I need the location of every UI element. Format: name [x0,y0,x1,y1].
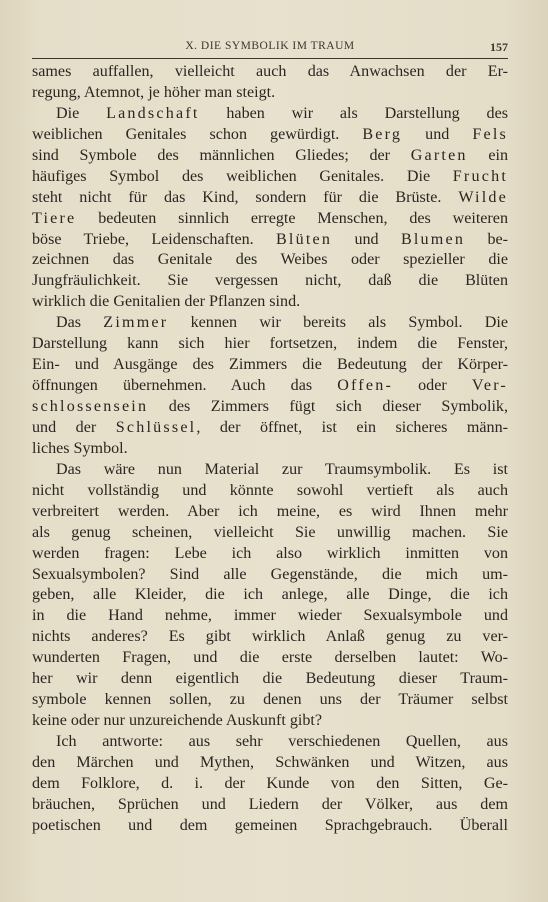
text-run: Ein- und Ausgänge des Zimmers die Bedeutung der Körper- [32,356,508,374]
text-run: haben wir als Darstellung des [199,104,508,122]
text-line [32,376,508,397]
text-run: Sexualsymbolen? Sind alle Gegenstände, die mich um- [32,565,508,583]
text-run: oder [393,377,472,395]
text-line [32,460,508,481]
text-line [32,606,508,627]
text-run: Das [56,314,104,332]
text-run: als genug scheinen, vielleicht Sie unwillig machen. Sie [32,523,508,541]
spaced-emphasis: Fels [472,125,508,143]
paragraph [32,460,508,732]
text-run: regung, Atemnot, je höher man steigt. [32,83,276,101]
text-line [32,502,508,523]
spaced-emphasis: Zimmer [103,314,169,332]
text-line [32,627,508,648]
text-line [32,753,508,774]
text-line [32,544,508,565]
text-line [32,292,508,313]
spaced-emphasis: Tiere [32,209,77,227]
text-run: böse Triebe, Leidenschaften. [32,230,276,248]
body-text [32,62,508,837]
text-line [32,585,508,606]
text-run: Die [56,104,107,122]
text-run: bedeuten sinnlich erregte Menschen, des weiteren [76,209,508,227]
spaced-emphasis: schlossensein [32,398,149,415]
spaced-emphasis: Schlüssel [115,418,197,436]
text-line [32,648,508,669]
text-run: Ich antworte: aus sehr verschiedenen Quellen, aus [56,733,508,750]
paragraph [32,62,508,104]
text-run: des Zimmers fügt sich dieser Symbolik, [148,398,508,415]
text-run: nichts anderes? Es gibt wirklich Anlaß genug zu ver- [32,628,508,646]
text-run: keine oder nur unzureichende Auskunft gibt? [32,712,323,730]
text-line [32,146,508,167]
text-line [32,188,508,209]
text-line [32,334,508,355]
text-run: häufiges Symbol des weiblichen Genitales. Die [32,167,453,185]
page-number: 157 [490,40,508,54]
text-line [32,481,508,502]
text-run: be- [465,230,508,248]
running-head [32,40,508,59]
text-line [32,711,508,732]
text-line [32,355,508,376]
text-run: und der [32,418,116,436]
spaced-emphasis: Offen- [337,377,394,395]
text-line [32,167,508,188]
text-line [32,397,508,418]
text-run: weiblichen Genitales schon gewürdigt. [32,125,363,143]
text-line [32,271,508,292]
text-run: , der öffnet, ist ein sicheres männ- [196,418,508,436]
spaced-emphasis: Ver- [471,377,508,395]
text-run: ein [467,146,508,164]
text-run: Jungfräulichkeit. Sie vergessen nicht, daß die Blüten [32,272,508,290]
text-line [32,732,508,753]
spaced-emphasis: Frucht [452,167,508,185]
text-line [32,795,508,816]
text-run: sind Symbole des männlichen Gliedes; der [32,146,411,164]
text-run: steht nicht für das Kind, sondern für die Brüste. [32,188,459,206]
text-run: wirklich die Genitalien der Pflanzen sind. [32,293,301,311]
text-run: sames auffallen, vielleicht auch das Anwachsen der Er- [32,63,508,80]
text-line [32,816,508,837]
text-line [32,669,508,690]
text-run: zeichnen das Genitale des Weibes oder spezieller die [32,251,508,269]
text-line [32,83,508,104]
text-run: her wir denn eigentlich die Bedeutung dieser Traum- [32,670,508,688]
text-run: poetischen und dem gemeinen Sprachgebrauch. Überall [32,816,508,834]
text-line [32,313,508,334]
text-line [32,774,508,795]
text-line [32,62,508,83]
text-line [32,523,508,544]
text-run: Das wäre nun Material zur Traumsymbolik. Es ist [56,460,508,478]
text-run: Darstellung kann sich hier fortsetzen, indem die Fenster, [32,335,508,353]
text-run: symbole kennen sollen, zu denen uns der Träumer selbst [32,691,508,709]
text-line [32,565,508,586]
text-run: nicht vollständig und könnte sowohl vertieft als auch [32,481,508,499]
spaced-emphasis: Berg [362,125,403,143]
text-line [32,125,508,146]
spaced-emphasis: Blumen [400,230,466,248]
text-run: bräuchen, Sprüchen und Liedern der Völker, aus dem [32,795,508,813]
text-line [32,230,508,251]
spaced-emphasis: Blüten [276,230,333,248]
text-run: den Märchen und Mythen, Schwänken und Witzen, aus [32,753,508,771]
text-run: kennen wir bereits als Symbol. Die [168,314,508,332]
running-title: X. DIE SYMBOLIK IM TRAUM [185,40,355,52]
text-run: verbreitert werden. Aber ich meine, es wird Ihnen mehr [32,502,508,520]
text-run: und [332,230,401,248]
text-line [32,104,508,125]
text-run: werden fragen: Lebe ich also wirklich inmitten von [32,544,508,562]
text-line [32,690,508,711]
text-run: und [402,125,473,143]
text-run: öffnungen übernehmen. Auch das [32,377,338,395]
text-run: wunderten Fragen, und die erste derselben lautet: Wo- [32,649,508,667]
text-line [32,209,508,230]
paragraph [32,104,508,313]
spaced-emphasis: Garten [410,146,468,164]
spaced-emphasis: Wilde [458,188,508,206]
text-run: in die Hand nehme, immer wieder Sexualsymbole und [32,607,508,625]
text-run: geben, alle Kleider, die ich anlege, alle Dinge, die ich [32,586,508,604]
text-run: dem Folklore, d. i. der Kunde von den Sitten, Ge- [32,774,508,792]
text-line [32,250,508,271]
paragraph [32,313,508,460]
spaced-emphasis: Landschaft [106,104,200,122]
text-run: liches Symbol. [32,439,128,457]
paragraph [32,732,508,837]
text-line [32,418,508,439]
text-line [32,439,508,460]
